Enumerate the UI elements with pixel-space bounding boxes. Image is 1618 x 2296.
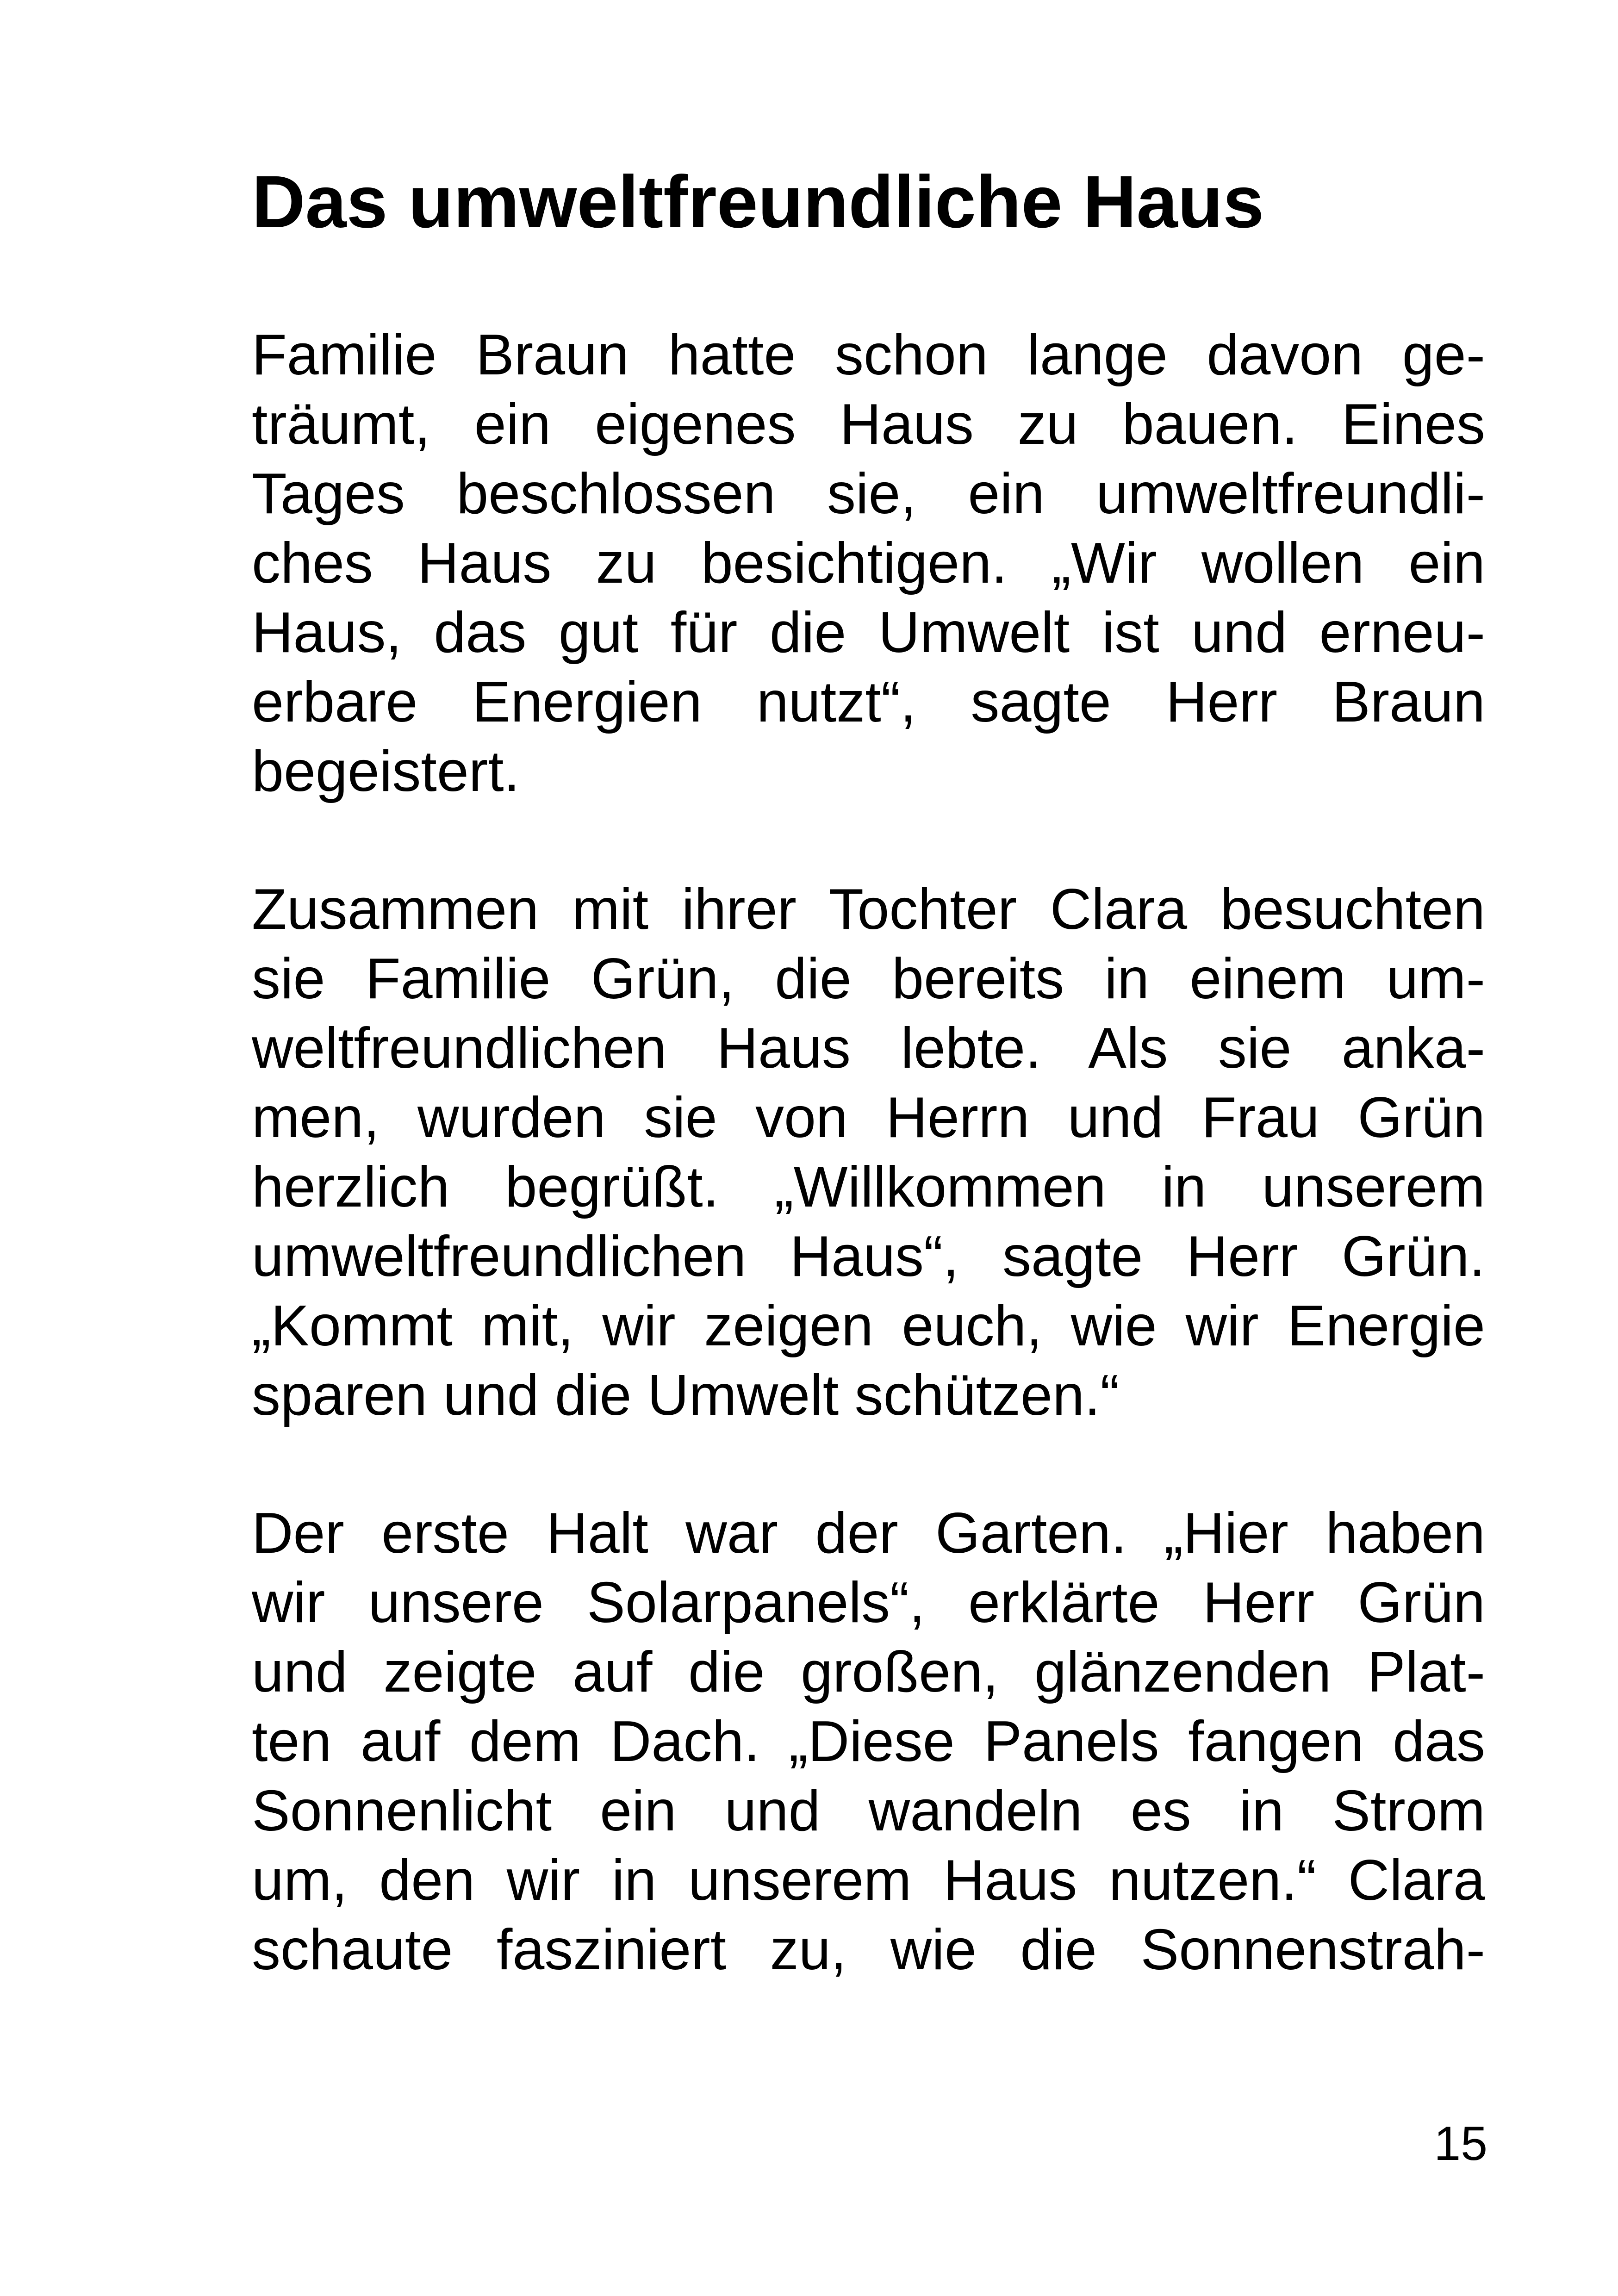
text-line: schaute fasziniert zu, wie die Sonnenstrah- [252, 1918, 1485, 1982]
text-line: Zusammen mit ihrer Tochter Clara besuchten [252, 877, 1485, 941]
text-line: umweltfreundlichen Haus“, sagte Herr Grün. [252, 1225, 1485, 1288]
text-line: men, wurden sie von Herrn und Frau Grün [252, 1086, 1485, 1150]
text-line: Tages beschlossen sie, ein umweltfreundli- [252, 462, 1485, 526]
text-line: weltfreundlichen Haus lebte. Als sie anka- [252, 1016, 1485, 1080]
text-line: ten auf dem Dach. „Diese Panels fangen das [252, 1710, 1485, 1773]
text-line: ches Haus zu besichtigen. „Wir wollen ein [252, 531, 1485, 595]
text-line: und zeigte auf die großen, glänzenden Plat- [252, 1640, 1485, 1704]
text-line: „Kommt mit, wir zeigen euch, wie wir Energie [252, 1294, 1485, 1358]
page-title: Das umweltfreundliche Haus [252, 160, 1264, 243]
paragraph-1 [252, 320, 1485, 806]
text-line: um, den wir in unserem Haus nutzen.“ Clara [252, 1848, 1485, 1912]
text-line: Haus, das gut für die Umwelt ist und erneu- [252, 601, 1485, 665]
paragraph-3 [252, 1499, 1485, 1985]
text-line: träumt, ein eigenes Haus zu bauen. Eines [252, 392, 1485, 456]
text-line: sparen und die Umwelt schützen.“ [252, 1363, 1120, 1427]
text-line: Familie Braun hatte schon lange davon ge- [252, 323, 1485, 387]
text-line: erbare Energien nutzt“, sagte Herr Braun [252, 670, 1485, 734]
text-line: sie Familie Grün, die bereits in einem um- [252, 947, 1485, 1011]
text-line: herzlich begrüßt. „Willkommen in unserem [252, 1155, 1485, 1219]
text-line: Der erste Halt war der Garten. „Hier haben [252, 1501, 1485, 1565]
text-line: Sonnenlicht ein und wandeln es in Strom [252, 1779, 1485, 1843]
text-line: begeistert. [252, 740, 520, 803]
text-line: wir unsere Solarpanels“, erklärte Herr Grün [252, 1571, 1485, 1635]
paragraph-2 [252, 875, 1485, 1430]
page-number: 15 [1434, 2117, 1487, 2171]
